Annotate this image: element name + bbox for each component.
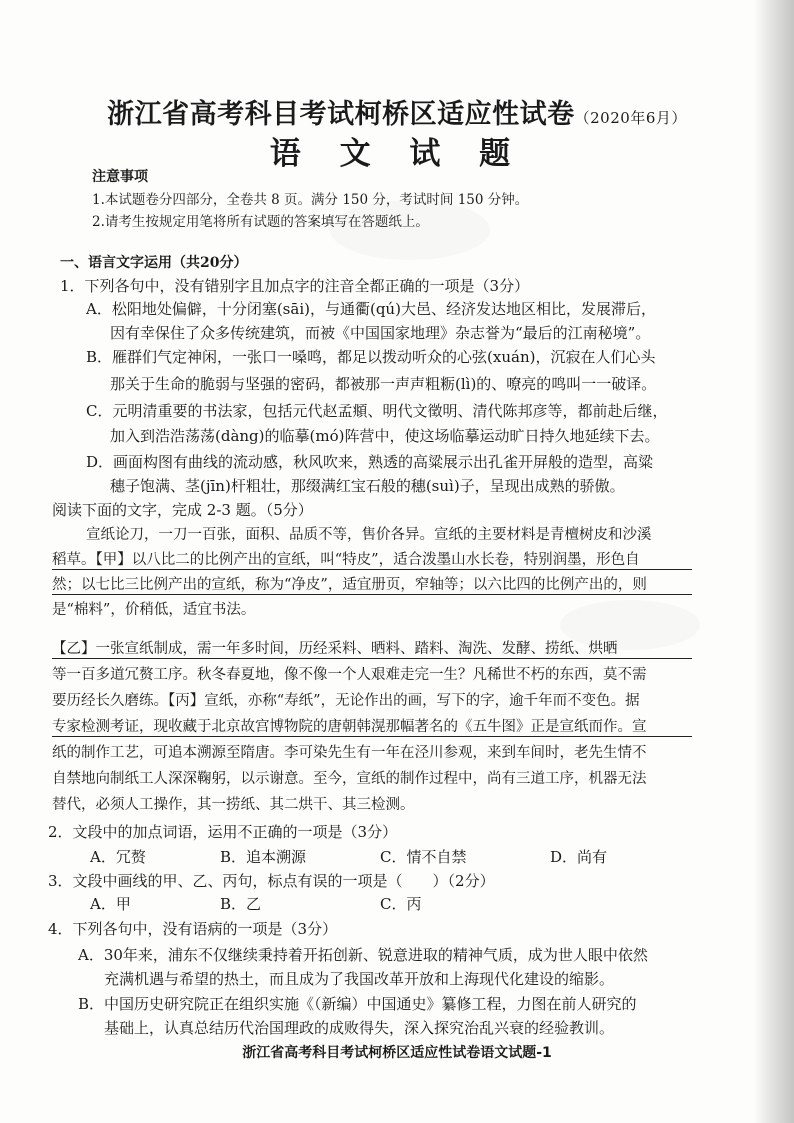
question-2-stem: 2．文段中的加点词语，运用不正确的一项是（3分） [48,823,398,841]
q1-option-b: B．雁群们气定神闲，一张口一嗓鸣，都足以拨动听众的心弦(xuán)，沉寂在人们心头 [86,348,656,366]
passage-line: 宣纸论刀，一刀一百张，面积、品质不等，售价各异。宣纸的主要材料是青檀树皮和沙溪 [86,527,652,543]
passage-line: 专家检测考证，现收藏于北京故宫博物院的唐朝韩滉那幅著名的《五牛图》正是宣纸而作。宣 [52,715,692,737]
q1-option-a-cont: 因有幸保住了众多传统建筑，而被《中国国家地理》杂志誉为“最后的江南秘境”。 [110,324,651,342]
q2-choices [90,846,710,867]
q4-option-a: A．30年来，浦东不仅继续秉持着开拓创新、锐意进取的精神气质，成为世人眼中依然 [78,946,648,964]
q4-option-a-cont: 充满机遇与希望的热土，而且成为了我国改革开放和上海现代化建设的缩影。 [104,970,615,988]
scan-smudge [330,200,490,260]
exam-title: 浙江省高考科目考试柯桥区适应性试卷（2020年6月） [107,99,687,130]
q1-option-a: A．松阳地处偏僻，十分闭塞(sāi)，与通衢(qú)大邑、经济发达地区相比，发展滞后， [86,300,656,318]
subject-title: 语 文 试 题 [269,136,525,172]
q3-choices [90,893,710,914]
q1-option-d-cont: 穗子饱满、茎(jīn)杆粗壮，那缀满红宝石般的穗(suì)子，呈现出成熟的骄傲。 [110,477,625,495]
q1-option-c: C．元明清重要的书法家，包括元代赵孟頫、明代文徵明、清代陈邦彦等，都前赴后继， [86,402,668,420]
q3-choice-c: C．丙 [380,895,422,913]
passage-line: 纸的制作工艺，可追本溯源至隋唐。李可染先生有一年在泾川参观，来到车间时，老先生情不 [52,745,647,761]
passage-line: 稻草。【甲】以八比二的比例产出的宣纸，叫“特皮”，适合泼墨山水长卷，特别润墨，形色自 [52,548,692,570]
passage-line: 自禁地向制纸工人深深鞠躬，以示谢意。至今，宣纸的制作过程中，尚有三道工序，机器无法 [52,771,647,787]
passage-line: 【乙】一张宣纸制成，需一年多时间，历经采料、晒料、踏料、淘洗、发酵、捞纸、烘晒 [52,637,692,659]
notice-heading: 注意事项 [92,169,148,185]
q3-choice-a: A．甲 [90,895,131,913]
q2-choice-b: B．追本溯源 [220,848,307,866]
q4-option-b-cont: 基础上，认真总结历代治国理政的成败得失，深入探究治乱兴衰的经验教训。 [104,1019,615,1037]
question-4-stem: 4．下列各句中，没有语病的一项是（3分） [48,920,338,938]
reading-intro: 阅读下面的文字，完成 2-3 题。（5分） [52,501,313,519]
question-1-stem: 1．下列各句中，没有错别字且加点字的注音全都正确的一项是（3分） [60,277,530,295]
q1-option-c-cont: 加入到浩浩荡荡(dàng)的临摹(mó)阵营中，使这场临摹运动旷日持久地延续下去。 [110,427,660,445]
q2-choice-c: C．情不自禁 [380,848,467,866]
passage-line: 是“棉料”，价稍低，适宜书法。 [52,602,256,618]
passage-line: 要历经长久磨练。【丙】宣纸，亦称“寿纸”，无论作出的画，写下的字，逾千年而不变色。据 [52,693,640,709]
q2-choice-d: D．尚有 [550,848,608,866]
q3-choice-b: B．乙 [220,895,262,913]
q2-choice-a: A．冗赘 [90,848,146,866]
question-3-stem: 3．文段中画线的甲、乙、丙句，标点有误的一项是（ ）（2分） [48,872,495,890]
notice-item: 2.请考生按规定用笔将所有试题的答案填写在答题纸上。 [92,214,429,230]
q4-option-b: B．中国历史研究院正在组织实施《（新编）中国通史》纂修工程，力图在前人研究的 [78,995,637,1013]
q1-option-b-cont: 那关于生命的脆弱与坚强的密码，都被那一声声粗粝(lì)的、嘹亮的鸣叫一一破译。 [110,375,657,393]
section-heading: 一、语言文字运用（共20分） [60,255,248,271]
passage-line: 替代，必须人工操作，其一捞纸、其二烘干、其三检测。 [52,797,415,813]
notice-item: 1.本试题卷分四部分，全卷共 8 页。满分 150 分，考试时间 150 分钟。 [92,192,529,208]
q1-option-d: D．画面构图有曲线的流动感，秋风吹来，熟透的高粱展示出孔雀开屏般的造型，高粱 [86,453,654,471]
page-footer: 浙江省高考科目考试柯桥区适应性试卷语文试题-1 [242,1045,552,1061]
passage-line: 然；以七比三比例产出的宣纸，称为“净皮”，适宜册页，窄轴等；以六比四的比例产出的，则 [52,573,692,595]
passage-line: 等一百多道冗赘工序。秋冬春夏地，像不像一个人艰难走完一生？凡稀世不朽的东西，莫不需 [52,667,647,683]
